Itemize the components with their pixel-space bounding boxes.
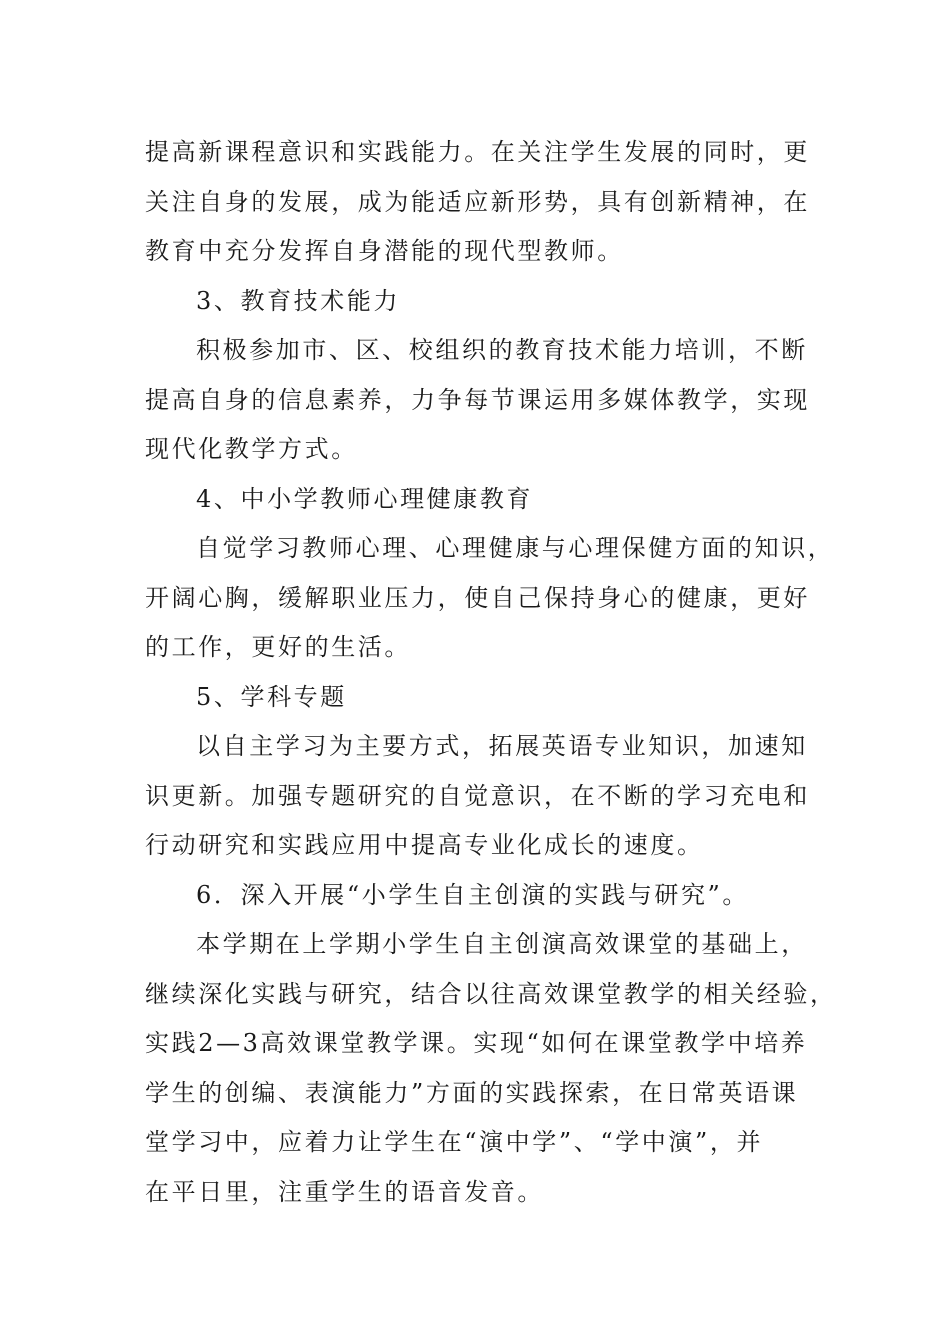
text-line: 行动研究和实践应用中提高专业化成长的速度。 [145,831,704,859]
text-line: 实践2—3高效课堂教学课。实现“如何在课堂教学中培养 [145,1029,808,1057]
document-body [145,128,837,1217]
text-line: 学生的创编、表演能力”方面的实践探索，在日常英语课 [145,1078,799,1107]
text-line: 提高自身的信息素养，力争每节课运用多媒体教学，实现 [145,385,810,414]
text-line: 的工作，更好的生活。 [145,633,411,661]
text-line: 教育中充分发挥自身潜能的现代型教师。 [145,237,624,265]
text-line: 现代化教学方式。 [145,435,358,463]
text-line: 关注自身的发展，成为能适应新形势，具有创新精神，在 [145,187,810,216]
text-line: 开阔心胸，缓解职业压力，使自己保持身心的健康，更好 [145,583,810,612]
text-line: 5、学科专题 [196,682,347,711]
text-line: 6．深入开展“小学生自主创演的实践与研究”。 [196,880,750,909]
text-line: 识更新。加强专题研究的自觉意识，在不断的学习充电和 [145,781,810,810]
text-line: 堂学习中，应着力让学生在“演中学”、“学中演”，并 [145,1128,764,1156]
text-line: 积极参加市、区、校组织的教育技术能力培训，不断 [196,336,808,364]
text-line: 3、教育技术能力 [196,286,401,315]
text-line: 提高新课程意识和实践能力。在关注学生发展的同时，更 [145,138,810,166]
text-line: 4、中小学教师心理健康教育 [196,484,534,513]
text-line: 本学期在上学期小学生自主创演高效课堂的基础上， [196,930,808,958]
text-line: 继续深化实践与研究，结合以往高效课堂教学的相关经验， [145,979,837,1008]
text-line: 自觉学习教师心理、心理健康与心理保健方面的知识， [196,534,835,562]
text-line: 以自主学习为主要方式，拓展英语专业知识，加速知 [196,732,808,760]
text-line: 在平日里，注重学生的语音发音。 [145,1177,544,1206]
